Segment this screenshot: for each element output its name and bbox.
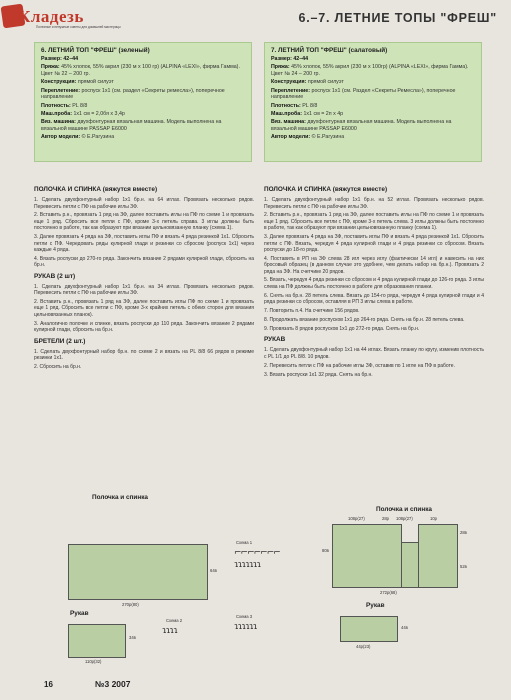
spec-box-lime (264, 42, 482, 162)
spec-machine: Вяз. машина: двухфонтурная вязальная машина. Модель выполнена на вязальной машине PASSAP E6000 (271, 119, 452, 132)
instruction-step: 1. Сделать двухфонтурный набор 1х1 бр.н. на 64 иглах. Провязать несколько рядов. Перевесить петли с ПФ на рабочие иглы ЗФ. (34, 197, 254, 210)
section-heading: РУКАВ (2 шт) (34, 272, 76, 280)
spec-author: Автор модели: © Е.Рагузина (271, 134, 345, 141)
scheme-3-label: Схема 3 (236, 614, 253, 619)
spec-gauge: Маш.проба: 1х1 см = 2п х 4р (271, 110, 344, 117)
instruction-step: 2. Перевесить петли с ПФ на рабочие иглы ЗФ, оставив по 1 игле на ПФ в работе. (264, 362, 455, 369)
spec-author: Автор модели: © Е.Рагузина (41, 134, 115, 141)
measure-right-right2: 52в (460, 564, 467, 569)
page-header (0, 0, 511, 38)
page-title: 6.–7. ЛЕТНИЕ ТОПЫ "ФРЕШ" (298, 11, 497, 25)
section-heading: РУКАВ (264, 336, 286, 344)
instruction-step: 4. Вязать роспуски до 270-го ряда. Закончить вязание 2 рядами кулирной глади, сбросить на бр.н. (34, 255, 254, 269)
spec-weave: Переплетение: роспуск 1х1 (см. Раздел «Секреты Ремесла»), поперечное направление (271, 87, 456, 101)
measure-right-bottom: 272р(68) (380, 590, 397, 595)
measure-right-right1: 28в (460, 530, 467, 535)
diagram-title-right: Полочка и спинка (376, 506, 432, 513)
scheme-1-label: Схема 1 (236, 540, 253, 545)
spec-title: 7. ЛЕТНИЙ ТОП "ФРЕШ" (салатовый) (271, 47, 388, 54)
spec-box-green (34, 42, 252, 162)
instruction-step: 2. Сбросить на бр.н. (34, 363, 82, 370)
instruction-step: 3. Аналогично полочке и спинке, вязать роспуски до 110 ряда. Закончить вязание 2 рядами кулирной глади, сбросить на бр.н. (34, 320, 254, 334)
spec-gauge: Маш.проба: 1х1 см = 2,0бя х 3,4р (41, 110, 125, 117)
diagram-title-sleeve-right: Рукав (366, 602, 385, 609)
measure-sleeve-side: 34в (129, 635, 136, 640)
instruction-step: 2. Вставить р.н., провязать 1 ряд на ЗФ, далее поставить иглы на ПФ по схеме 1 и провязать еще 1 ряд. Сбросить все петли с ПФ, кроме 3-х петель справа. 3 иглы должны быть постоянно в работе, так как образуют при вязании цельновязанную планку (схема 1). (34, 212, 254, 232)
instruction-step: 1. Сделать двухфонтурный набор 1х1 бр.н. на 52 иглах. Провязать несколько рядов. Перевесить петли с ПФ на рабочие иглы ЗФ. (264, 197, 484, 210)
page-footer (0, 668, 511, 700)
instruction-step: 2. Вставить р.н., провязать 1 ряд на ЗФ, далее поставить иглы на ПФ по схеме 1 и провязать еще 1 ряд. Сбросить все петли с ПФ, кроме 3-х петель слева. 3 иглы должны быть постоянно в работе, так как образуют при вязании цельновязанную планку (схема 1). (264, 212, 484, 232)
spec-size: Размер: 42–44 (271, 56, 309, 63)
instruction-step: 6. Снять на бр.н. 28 петель слева. Вязать до 154-го ряда, чередуя 4 ряда кулирной глади и 4 ряда резинки со сбросом, оставляя в РП 3 иглы слева в работе. (264, 292, 484, 306)
instruction-step: 2. Вставить р.н., провязать 1 ряд на ЗФ, далее поставить иглы ПФ по схеме 1 и провязать еще 1 ряд. Сбросить все петли с ПФ, кроме 3-х крайних петель с обеих сторон для вязания цельновязанных планок). (34, 299, 254, 318)
spec-title: 6. ЛЕТНИЙ ТОП "ФРЕШ" (зеленый) (41, 47, 150, 54)
front-back-panel-left (68, 544, 208, 600)
logo-text: Кладезь (18, 7, 84, 26)
instructions-left (34, 182, 254, 373)
instruction-step: 3. Вязать роспуски 1х1 32 ряда. Снять на бр.н. (264, 371, 373, 378)
scheme-2-label: Схема 2 (166, 618, 183, 623)
measure-right-left: 80в (322, 548, 329, 553)
scheme-2-needle-icon: ɿɿɿɿ (162, 626, 178, 636)
measure-right-top1: 108р(27) (348, 516, 365, 521)
measure-right-sleeve-side: 44в (401, 625, 408, 630)
magazine-logo (2, 5, 120, 31)
instruction-step: 3. Далее провязать 4 ряда на ЗФ, поставить иглы ПФ и вязать 4 ряда резинкой 1х1. Сбросить петли с ПФ. Вязать, чередуя 4 ряда кулирной глади и 4 ряда резинки со сбросом. Вязать роспуски до 18-го ряда. (264, 234, 484, 253)
front-back-panel-right-a (332, 524, 402, 588)
spec-machine: Вяз. машина: двухфонтурная вязальная машина. Модель выполнена на вязальной машине PASSAP E6000 (41, 119, 222, 132)
measure-right-sleeve-bottom: 44р(23) (356, 644, 371, 649)
scheme-3-needle-icon: ɿɿɿɿɿɿ (234, 622, 257, 632)
spec-density: Плотность: PL 8/8 (41, 102, 88, 109)
spec-yarn: Пряжа: 45% хлопок, 55% акрил (230 м х 100 гр) (ALPINA «LEXI», фирма Гамма). Цвет № 22 – 200 гр. (41, 64, 240, 78)
scheme-1-needle-icon: ɿɿɿɿɿɿɿ (234, 560, 261, 570)
instruction-step: 8. Продолжать вязание роспусков 1х1 до 264-го ряда. Снять на бр.н. 28 петель слева. (264, 316, 465, 323)
instruction-step: 5. Вязать, чередуя 4 ряда резинки со сбросом и 4 ряда кулирной глади до 126-го ряда. 3 иглы слева на ПФ должны быть постоянно в работе для образования планки. (264, 277, 484, 290)
instruction-step: 1. Сделать двухфонтурный набор 1х1 на 44 иглах. Вязать планку по кругу, изменив плотность с PL 1/1 до PL 8/8. 10 рядов. (264, 347, 484, 360)
sleeve-panel-left (68, 624, 126, 658)
instruction-step: 3. Далее провязать 4 ряда на ЗФ, поставить иглы ПФ и вязать 4 ряда резинкой 1х1. Сбросить петли с ПФ. Чередовать ряды кулирной глади и резинки со сбросом (роспуск 1х1) через каждые 4 ряда. (34, 234, 254, 253)
front-back-panel-right-neck (402, 542, 418, 588)
spec-size: Размер: 42–44 (41, 56, 79, 63)
instruction-step: 4. Поставить в РП на ЗФ слева 28 игл через иглу (фактически 14 игл) и навесить на них бросовый образец (в данном случае это удобнее, чем делать набор на бр.н.). Провязать 2 ряда на ЗФ. На счетчике 20 рядов. (264, 255, 484, 275)
scheme-1-needle-icon: ⌐⌐⌐⌐⌐⌐⌐ (234, 548, 280, 558)
instruction-step: 9. Провязать 8 рядов роспусков 1х1 до 272-го ряда. Снять на бр.н. (264, 325, 420, 332)
instruction-step: 1. Сделать двухфонтурный набор 1х1 бр.н. на 34 иглах. Провязать несколько рядов. Перевесить петли с ПФ на рабочие иглы ЗФ. (34, 283, 254, 297)
diagram-title-sleeve-left: Рукав (70, 610, 89, 617)
measure-right-top4: 10р (430, 516, 437, 521)
measure-right-top2: 28р (382, 516, 389, 521)
measure-left-side: 64в (210, 568, 217, 573)
page-number: 16 (44, 680, 53, 689)
spec-construction: Конструкция: прямой силуэт (271, 79, 344, 86)
section-heading: ПОЛОЧКА И СПИНКА (вяжутся вместе) (34, 186, 158, 193)
spec-yarn: Пряжа: 45% хлопок, 55% акрил (230 м х 100гр) (ALPINA «LEXI», фирма Гамма). Цвет № 24 – 200 гр. (271, 64, 469, 78)
sleeve-panel-right (340, 616, 398, 642)
instructions-right (264, 182, 484, 380)
spec-weave: Переплетение: роспуск 1х1 (см. раздел «Секреты ремесла»), поперечное направление (41, 87, 225, 101)
section-heading: ПОЛОЧКА И СПИНКА (вяжутся вместе) (264, 186, 388, 193)
instruction-step: 1. Сделать двухфонтурный набор бр.н. по схеме 2 и вязать на PL 8/8 66 рядов в режиме резинки 1х1. (34, 348, 254, 362)
spec-construction: Конструкция: прямой силуэт (41, 79, 114, 86)
front-back-panel-right-b (418, 524, 458, 588)
diagram-title-left: Полочка и спинка (92, 494, 148, 501)
logo-subtitle: Полезные и ненужные советы для домашней мастерицы (36, 25, 121, 29)
instruction-step: 7. Повторить п.4. На счетчике 156 рядов. (264, 308, 360, 315)
issue-number: №3 2007 (95, 679, 131, 689)
spec-density: Плотность: PL 8/8 (271, 102, 318, 109)
section-heading: БРЕТЕЛИ (2 шт.) (34, 337, 86, 345)
measure-right-top3: 108р(27) (396, 516, 413, 521)
measure-left-bottom: 270р(80) (122, 602, 139, 607)
pattern-diagrams (30, 492, 490, 672)
measure-sleeve-bottom: 110р(32) (85, 659, 102, 664)
